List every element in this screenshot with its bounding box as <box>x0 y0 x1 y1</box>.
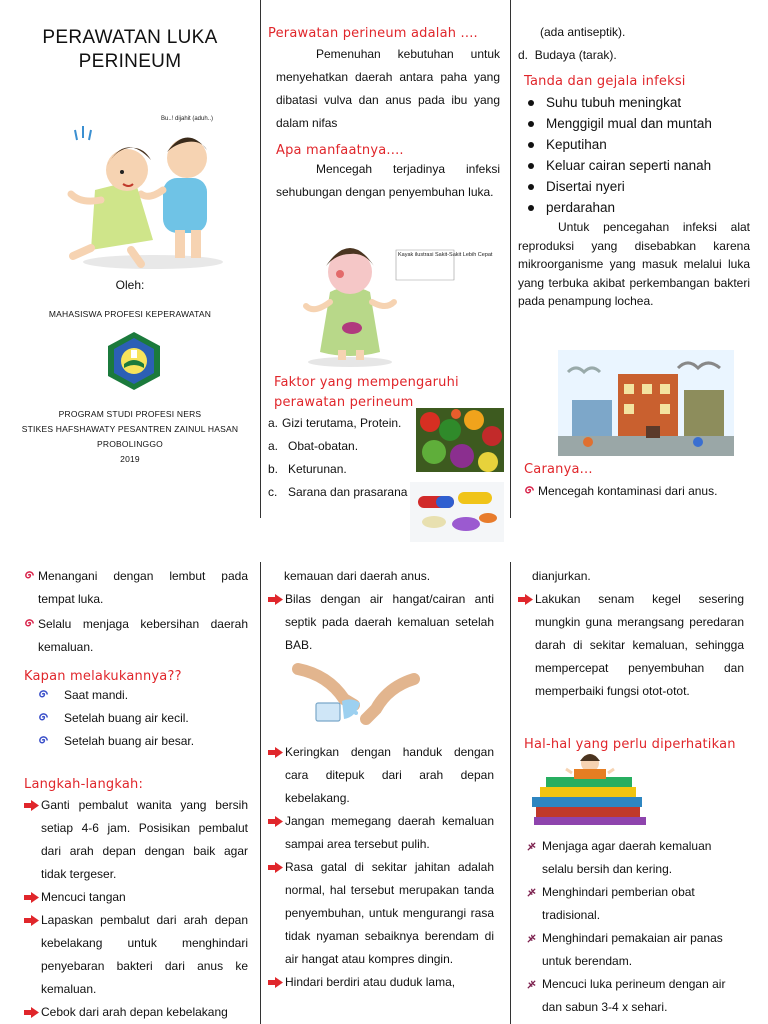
step-item <box>24 794 248 886</box>
note-item <box>524 881 744 927</box>
care-item-text: Menangani dengan lembut pada tempat luka. <box>38 569 248 606</box>
factor-text: Sarana dan prasarana <box>288 485 408 499</box>
care-item <box>24 565 248 611</box>
author-name: MAHASISWA PROFESI KEPERAWATAN <box>48 309 212 319</box>
kegel-item <box>518 588 744 703</box>
factor-letter: a. <box>268 416 279 430</box>
note-item <box>524 835 744 881</box>
culture-letter: d. <box>518 48 529 62</box>
factor-text: Gizi terutama, Protein. <box>282 416 402 430</box>
child-reading-illustration <box>526 753 654 827</box>
column-divider <box>260 562 261 1024</box>
infection-signs-panel <box>518 22 750 518</box>
arrow-right-icon <box>24 1007 39 1018</box>
year: 2019 <box>120 454 140 464</box>
definition-text: Pemenuhan kebutuhan untuk menyehatkan daerah antara paha yang dibatasi vulva dan anus pada ibu yang dalam nifas <box>276 47 500 130</box>
when-item <box>24 707 248 730</box>
steps-list <box>24 794 248 1024</box>
factor-letter: b. <box>268 462 279 476</box>
when-heading: Kapan melakukannya?? <box>24 669 182 684</box>
sign-item <box>518 197 750 218</box>
sign-text: Keluar cairan seperti nanah <box>546 158 712 173</box>
sign-text: Disertai nyeri <box>546 179 625 194</box>
illustration-speech: Bu..! dijahit (aduh..) <box>161 116 214 122</box>
sign-item <box>518 176 750 197</box>
title-line-2: PERINEUM <box>78 51 182 72</box>
step-text: Ganti pembalut wanita yang bersih setiap 4-6 jam. Posisikan pembalut dari arah depan dengan baik agar tidak tergeser. <box>41 798 248 881</box>
continued-line: dianjurkan. <box>532 569 591 583</box>
signs-list <box>518 92 750 218</box>
antiseptic-line: (ada antiseptik). <box>540 25 626 39</box>
when-list <box>24 684 248 753</box>
benefit-heading: Apa manfaatnya.... <box>276 143 404 158</box>
method-heading: Caranya... <box>524 462 593 477</box>
when-item-text: Setelah buang air kecil. <box>64 711 189 725</box>
factor-text: Keturunan. <box>288 462 347 476</box>
arrow-right-icon <box>268 816 283 827</box>
leaf-bullet-icon <box>526 933 537 944</box>
notes-heading: Hal-hal yang perlu diperhatikan <box>524 737 736 752</box>
step-text: Mencuci tangan <box>41 890 126 904</box>
swirl-icon <box>24 570 35 581</box>
step-item <box>268 741 494 810</box>
note-item <box>524 973 744 1019</box>
prevention-text: Untuk pencegahan infeksi alat reproduksi yang disebabkan karena mikroorganisme yang masuk melalui luka yang terbuka akibat perkembangan bakteri pada penampung lochea. <box>518 220 750 308</box>
culture-text: Budaya (tarak). <box>534 48 617 62</box>
column-divider <box>510 562 511 1024</box>
step-item <box>24 886 248 909</box>
city-name: PROBOLINGGO <box>97 439 163 449</box>
note-text: Menghindari pemberian obat tradisional. <box>542 885 695 922</box>
step-item <box>268 971 494 994</box>
note-text: Menghindari pemakaian air panas untuk berendam. <box>542 931 723 968</box>
factor-text: Obat-obatan. <box>288 439 359 453</box>
step-text: Cebok dari arah depan kebelakang <box>41 1005 228 1019</box>
culture-item <box>518 42 750 68</box>
sign-item <box>518 134 750 155</box>
factor-letter: a. <box>268 439 279 453</box>
sign-item <box>518 155 750 176</box>
step-item <box>268 588 494 657</box>
note-text: Mencuci luka perineum dengan air dan sabun 3-4 x sehari. <box>542 977 726 1014</box>
arrow-right-icon <box>268 862 283 873</box>
sign-text: Suhu tubuh meningkat <box>546 95 682 110</box>
step-text: Jangan memegang daerah kemaluan sampai area tersebut pulih. <box>285 814 494 851</box>
swirl-icon <box>38 735 49 746</box>
sign-text: Menggigil mual dan muntah <box>546 116 712 131</box>
arrow-right-icon <box>24 915 39 926</box>
swirl-icon <box>24 618 35 629</box>
sign-text: Keputihan <box>546 137 607 152</box>
arrow-right-icon <box>268 977 283 988</box>
when-item <box>24 730 248 753</box>
factor-letter: c. <box>268 485 278 499</box>
care-items-list <box>24 565 248 659</box>
continued-line: kemauan dari daerah anus. <box>284 569 431 583</box>
sign-item <box>518 113 750 134</box>
city-pollution-illustration <box>558 350 734 456</box>
definition-panel <box>268 26 500 516</box>
hand-washing-illustration <box>298 661 414 735</box>
arrow-right-icon <box>24 800 39 811</box>
step-item <box>268 810 494 856</box>
cover-panel <box>10 26 250 496</box>
arrow-right-icon <box>518 594 533 605</box>
leaf-bullet-icon <box>526 979 537 990</box>
step-text: Rasa gatal di sekitar jahitan adalah normal, hal tersebut merupakan tanda penyembuhan, untuk mengurangi rasa tidak nyaman sebaiknya berendam di air hangat atau kompres dingin. <box>285 860 494 966</box>
steps-list-b <box>268 741 494 994</box>
step-text: Lapaskan pembalut dari arah depan kebelakang untuk menghindari penyebaran bakteri dari anus ke kemaluan. <box>41 913 248 996</box>
sign-item <box>518 92 750 113</box>
method-item <box>524 480 750 503</box>
step-item <box>24 1001 248 1024</box>
when-item-text: Setelah buang air besar. <box>64 734 195 748</box>
arrow-right-icon <box>268 594 283 605</box>
notes-panel <box>518 565 744 1024</box>
sick-woman-illustration <box>300 236 493 368</box>
leaf-bullet-icon <box>526 841 537 852</box>
institution-logo <box>102 330 166 392</box>
steps-list-a <box>268 588 494 657</box>
children-illustration <box>65 90 235 270</box>
program-name: PROGRAM STUDI PROFESI NERS <box>58 409 202 419</box>
leaflet-title <box>10 26 250 74</box>
swirl-icon <box>38 712 49 723</box>
definition-heading: Perawatan perineum adalah .... <box>268 26 478 41</box>
step-text: Bilas dengan air hangat/cairan anti septik pada daerah kemaluan setelah BAB. <box>285 592 494 652</box>
care-item <box>24 613 248 659</box>
pills-image <box>410 482 504 542</box>
note-item <box>524 927 744 973</box>
step-item <box>24 909 248 1001</box>
steps-continued-panel <box>268 565 494 1024</box>
notes-list <box>524 835 744 1019</box>
vegetables-image <box>416 408 504 472</box>
step-text: Hindari berdiri atau duduk lama, <box>285 975 456 989</box>
title-line-1: PERAWATAN LUKA <box>42 27 218 48</box>
sign-text: perdarahan <box>546 200 616 215</box>
column-divider <box>260 0 261 518</box>
step-text: Keringkan dengan handuk dengan cara ditepuk dari arah depan kebelakang. <box>285 745 494 805</box>
care-steps-panel <box>24 565 248 1024</box>
steps-heading: Langkah-langkah: <box>24 777 144 792</box>
care-item-text: Selalu menjaga kebersihan daerah kemaluan. <box>38 617 248 654</box>
arrow-right-icon <box>24 892 39 903</box>
signs-heading: Tanda dan gejala infeksi <box>524 74 686 89</box>
leaf-bullet-icon <box>526 887 537 898</box>
by-label: Oleh: <box>115 278 145 292</box>
method-list <box>524 480 750 503</box>
institution-name: STIKES HAFSHAWATY PESANTREN ZAINUL HASAN <box>21 424 239 434</box>
kegel-text: Lakukan senam kegel sesering mungkin guna merangsang peredaran darah di sekitar kemaluan, sehingga mempercepat penyembuhan dan memperbaiki fungsi otot-otot. <box>535 592 744 698</box>
swirl-icon <box>38 689 49 700</box>
arrow-right-icon <box>268 747 283 758</box>
swirl-icon <box>524 485 535 496</box>
column-divider <box>510 0 511 518</box>
note-text: Menjaga agar daerah kemaluan selalu bersih dan kering. <box>542 839 712 876</box>
kegel-list <box>518 588 744 703</box>
method-text: Mencegah kontaminasi dari anus. <box>538 484 718 498</box>
factors-heading-line1: Faktor yang mempengaruhi <box>274 375 459 390</box>
when-item-text: Saat mandi. <box>64 688 129 702</box>
benefit-text: Mencegah terjadinya infeksi sehubungan dengan penyembuhan luka. <box>276 162 500 199</box>
step-item <box>268 856 494 971</box>
factors-heading-line2: perawatan perineum <box>274 395 414 410</box>
when-item <box>24 684 248 707</box>
girl-speech-text: Kayak ilustrasi Sakit-Sakit Lebih Cepat <box>398 252 493 258</box>
